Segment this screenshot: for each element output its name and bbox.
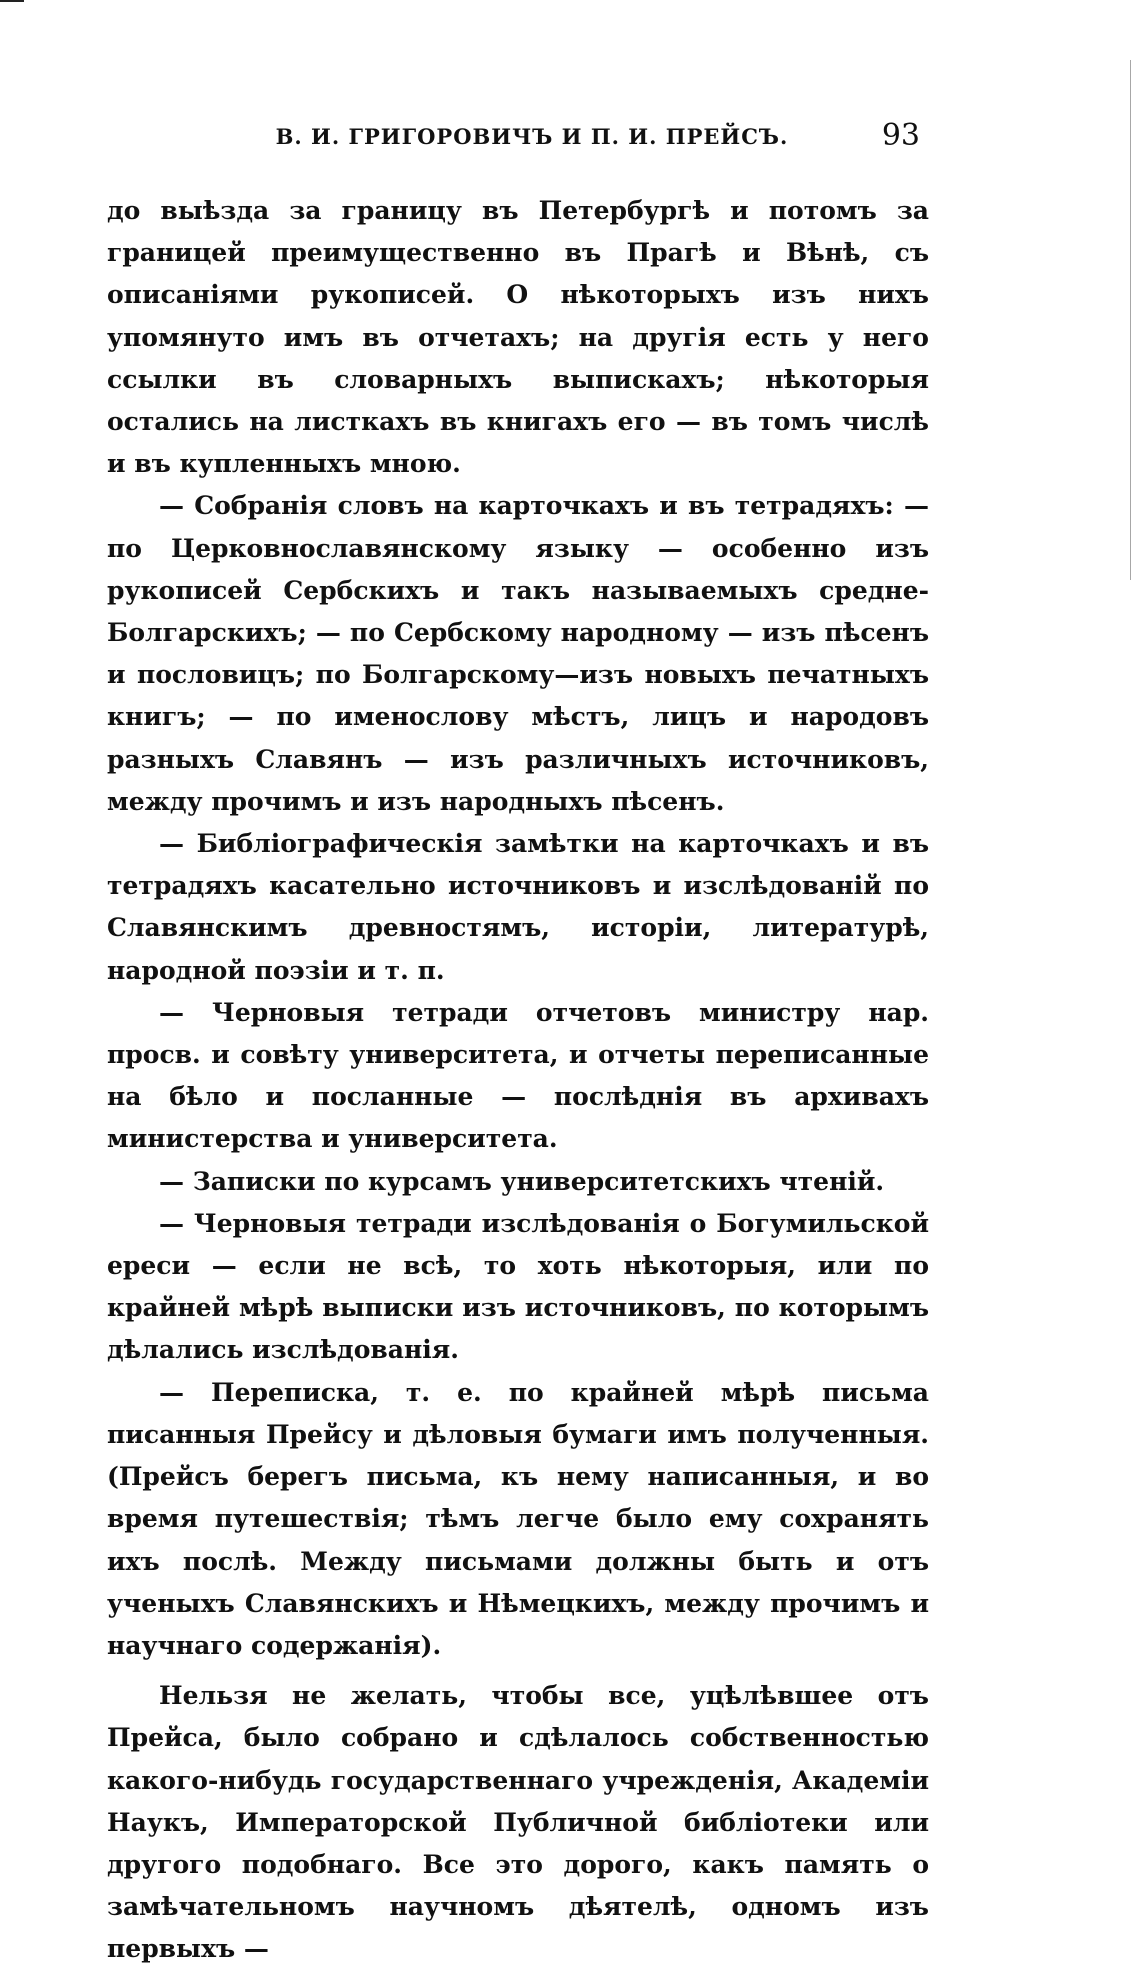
scan-right-edge-line [1130,60,1131,580]
paragraph-bogomil-research: — Черновыя тетради изслѣдованія о Богумильской ереси — если не всѣ, то хоть нѣкоторыя, или по крайней мѣрѣ выписки изъ источниковъ, по которымъ дѣлались изслѣдованія. [107,1208,929,1365]
paragraph-correspondence: — Переписка, т. е. по крайней мѣрѣ письма писанныя Прейсу и дѣловыя бумаги имъ полученныя. (Прейсъ берегъ письма, къ нему написанныя, и во время путешествія; тѣмъ легче было ему сохранять ихъ послѣ. Между письмами должны быть и отъ ученыхъ Славянскихъ и Нѣмецкихъ, между прочимъ и научнаго содержанія). [107,1377,929,1660]
paragraph-bibliographic-notes: — Библіографическія замѣтки на карточкахъ и въ тетрадяхъ касательно источниковъ и изслѣдованій по Славянскимъ древностямъ, исторіи, литературѣ, народной поэзіи и т. п. [107,829,929,985]
running-title: В. И. ГРИГОРОВИЧЪ И П. И. ПРЕЙСЪ. [275,124,789,149]
paragraph-lecture-notes: — Записки по курсамъ университетскихъ чтеній. [159,1166,885,1196]
paragraph-continuation: до выѣзда за границу въ Петербургѣ и потомъ за границей преимущественно въ Прагѣ и Вѣнѣ, съ описаніями рукописей. О нѣкоторыхъ изъ нихъ упомянуто имъ въ отчетахъ; на другія есть у него ссылки въ словарныхъ выпискахъ; нѣкоторыя остались на листкахъ въ книгахъ его — въ томъ числѣ и въ купленныхъ мною. [107,196,929,479]
paragraph-word-collections: — Собранія словъ на карточкахъ и въ тетрадяхъ: — по Церковнославянскому языку — особенно изъ рукописей Сербскихъ и такъ называемыхъ средне-Болгарскихъ; — по Сербскому народному — изъ пѣсенъ и пословицъ; по Болгарскому—изъ новыхъ печатныхъ книгъ; — по именослову мѣстъ, лицъ и народовъ разныхъ Славянъ — изъ различныхъ источниковъ, между прочимъ и изъ народныхъ пѣсенъ. [107,491,929,816]
paragraph-conclusion: Нельзя не желать, чтобы все, уцѣлѣвшее отъ Прейса, было собрано и сдѣлалось собственностью какого-нибудь государственнаго учрежденія, Академіи Наукъ, Императорской Публичной библіотеки или другого подобнаго. Все это дорого, какъ память о замѣчательномъ научномъ дѣятелѣ, одномъ изъ первыхъ — [107,1681,929,1964]
page-number: 93 [881,118,920,153]
page-body [107,190,929,1971]
paragraph-report-drafts: — Черновыя тетради отчетовъ министру нар. просв. и совѣту университета, и отчеты переписанные на бѣло и посланные — послѣднія въ архивахъ министерства и университета. [107,997,929,1154]
scan-edge-mark [0,0,24,2]
running-header [272,118,920,164]
